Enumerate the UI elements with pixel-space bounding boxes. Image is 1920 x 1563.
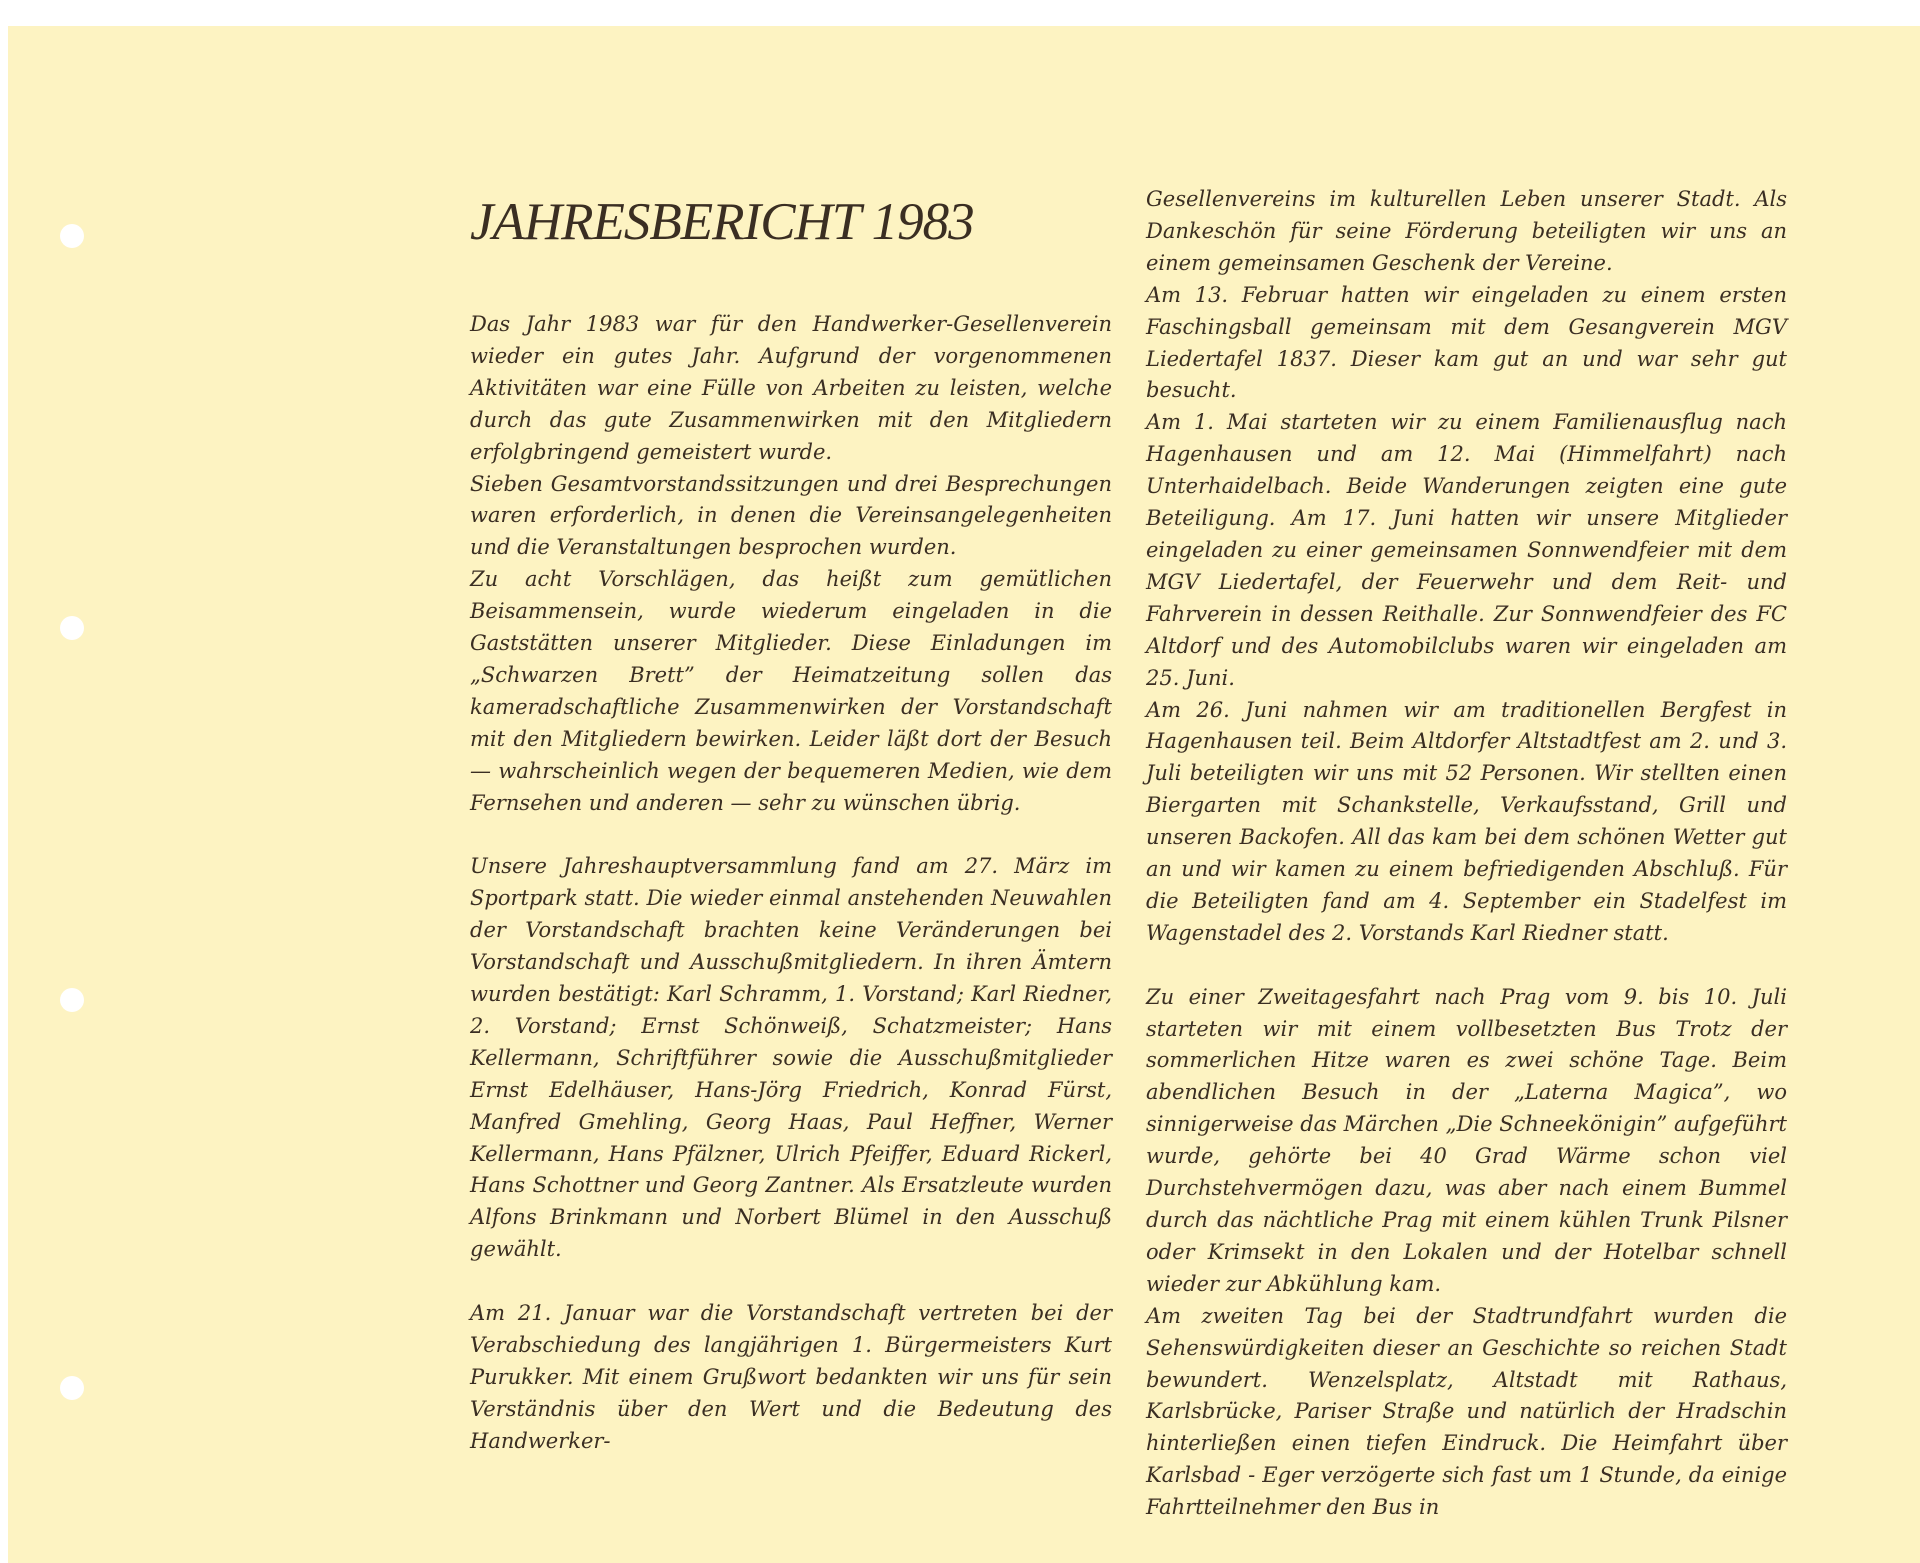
- paragraph: Zu acht Vorschlägen, das heißt zum gemütlichen Beisammensein, wurde wiederum eingeladen in die Gaststätten unserer Mitglieder. Diese Einladungen im „Schwarzen Brett” der Heimatzeitung sollen das kameradschaftliche Zusammenwirken der Vorstandschaft mit den Mitgliedern bewirken. Leider läßt dort der Besuch — wahrscheinlich wegen der bequemeren Medien, wie dem Fernsehen und anderen — sehr zu wünschen übrig.: [470, 567, 1112, 815]
- page-title: JAHRESBERICHT 1983: [470, 193, 974, 251]
- paragraph: Am 1. Mai starteten wir zu einem Familienausflug nach Hagenhausen und am 12. Mai (Himmelfahrt) nach Unterhaidelbach. Beide Wanderungen zeigten eine gute Beteiligung. Am 17. Juni hatten wir unsere Mitglieder eingeladen zu einer gemeinsamen Sonnwendfeier mit dem MGV Liedertafel, der Feuerwehr und dem Reit- und Fahrverein in dessen Reithalle. Zur Sonnwendfeier des FC Altdorf und des Automobilclubs waren wir eingeladen am 25. Juni.: [1146, 410, 1787, 690]
- left-column: [470, 309, 1112, 1458]
- paragraph: Am 21. Januar war die Vorstandschaft vertreten bei der Verabschiedung des langjährigen 1. Bürgermeisters Kurt Purukker. Mit einem Grußwort bedankten wir uns für sein Verständnis über den Wert und die Bedeutung des Handwerker-: [470, 1301, 1112, 1453]
- paragraph: Unsere Jahreshauptversammlung fand am 27. März im Sportpark statt. Die wieder einmal anstehenden Neuwahlen der Vorstandschaft brachten keine Veränderungen bei Vorstandschaft und Ausschußmitgliedern. In ihren Ämtern wurden bestätigt: Karl Schramm, 1. Vorstand; Karl Riedner, 2. Vorstand; Ernst Schönweiß, Schatzmeister; Hans Kellermann, Schriftführer sowie die Ausschußmitglieder Ernst Edelhäuser, Hans-Jörg Friedrich, Konrad Fürst, Manfred Gmehling, Georg Haas, Paul Heffner, Werner Kellermann, Hans Pfälzner, Ulrich Pfeiffer, Eduard Rickerl, Hans Schottner und Georg Zantner. Als Ersatzleute wurden Alfons Brinkmann und Norbert Blümel in den Ausschuß gewählt.: [470, 854, 1112, 1262]
- paragraph: Am zweiten Tag bei der Stadtrundfahrt wurden die Sehenswürdigkeiten dieser an Geschichte so reichen Stadt bewundert. Wenzelsplatz, Altstadt mit Rathaus, Karlsbrücke, Pariser Straße und natürlich der Hradschin hinterließen einen tiefen Eindruck. Die Heimfahrt über Karlsbad - Eger verzögerte sich fast um 1 Stunde, da einige Fahrtteilnehmer den Bus in: [1146, 1303, 1787, 1520]
- right-column: [1146, 184, 1787, 1524]
- paragraph: Zu einer Zweitagesfahrt nach Prag vom 9. bis 10. Juli starteten wir mit einem vollbesetzten Bus Trotz der sommerlichen Hitze waren es zwei schöne Tage. Beim abendlichen Besuch in der „Laterna Magica”, wo sinnigerweise das Märchen „Die Schneekönigin” aufgeführt wurde, gehörte bei 40 Grad Wärme schon viel Durchstehvermögen dazu, was aber nach einem Bummel durch das nächtliche Prag mit einem kühlen Trunk Pilsner oder Krimsekt in den Lokalen und der Hotelbar schnell wieder zur Abkühlung kam.: [1146, 984, 1787, 1296]
- paragraph: Das Jahr 1983 war für den Handwerker-Gesellenverein wieder ein gutes Jahr. Aufgrund der vorgenommenen Aktivitäten war eine Fülle von Arbeiten zu leisten, welche durch das gute Zusammenwirken mit den Mitgliedern erfolgbringend gemeistert wurde.: [470, 312, 1112, 464]
- paragraph: Sieben Gesamtvorstandssitzungen und drei Besprechungen waren erforderlich, in denen die Vereinsangelegenheiten und die Veranstaltungen besprochen wurden.: [470, 471, 1112, 560]
- punch-hole: [60, 616, 84, 640]
- paragraph: Am 13. Februar hatten wir eingeladen zu einem ersten Faschingsball gemeinsam mit dem Gesangverein MGV Liedertafel 1837. Dieser kam gut an und war sehr gut besucht.: [1146, 282, 1787, 403]
- punch-hole: [60, 1376, 84, 1400]
- punch-hole: [60, 988, 84, 1012]
- paragraph: Am 26. Juni nahmen wir am traditionellen Bergfest in Hagenhausen teil. Beim Altdorfer Altstadtfest am 2. und 3. Juli beteiligten wir uns mit 52 Personen. Wir stellten einen Biergarten mit Schankstelle, Verkaufsstand, Grill und unseren Backofen. All das kam bei dem schönen Wetter gut an und wir kamen zu einem befriedigenden Abschluß. Für die Beteiligten fand am 4. September ein Stadelfest im Wagenstadel des 2. Vorstands Karl Riedner statt.: [1146, 697, 1787, 945]
- punch-hole: [60, 224, 84, 248]
- paragraph: Gesellenvereins im kulturellen Leben unserer Stadt. Als Dankeschön für seine Förderung beteiligten wir uns an einem gemeinsamen Geschenk der Vereine.: [1146, 187, 1787, 275]
